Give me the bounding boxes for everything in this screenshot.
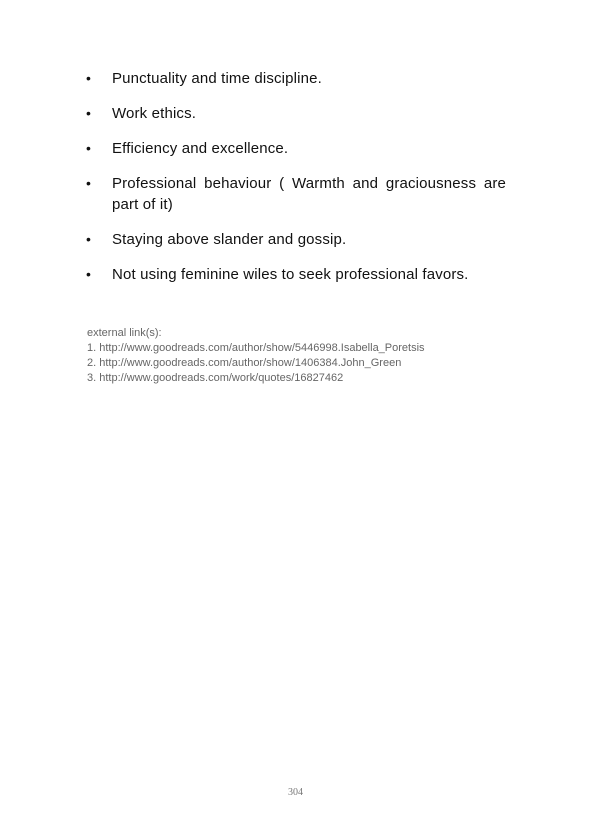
bullet-icon: • xyxy=(86,175,92,191)
bullet-item-feminine-wiles xyxy=(86,264,506,285)
external-link-2[interactable]: 2. http://www.goodreads.com/author/show/1406384.John_Green xyxy=(87,357,402,369)
bullet-list xyxy=(86,68,506,299)
bullet-icon: • xyxy=(86,105,92,121)
bullet-item-professional-behaviour xyxy=(86,173,506,215)
bullet-text: Not using feminine wiles to seek professional favors. xyxy=(112,266,469,283)
bullet-icon: • xyxy=(86,231,92,247)
bullet-text: Work ethics. xyxy=(112,105,197,122)
bullet-icon: • xyxy=(86,266,92,282)
external-link-1[interactable]: 1. http://www.goodreads.com/author/show/5446998.Isabella_Poretsis xyxy=(87,342,425,354)
bullet-item-slander-gossip xyxy=(86,229,506,250)
external-links-heading: external link(s): xyxy=(87,327,162,339)
bullet-text: Efficiency and excellence. xyxy=(112,140,289,157)
bullet-item-punctuality xyxy=(86,68,506,89)
bullet-item-work-ethics xyxy=(86,103,506,124)
bullet-icon: • xyxy=(86,70,92,86)
bullet-text: Staying above slander and gossip. xyxy=(112,231,347,248)
bullet-icon: • xyxy=(86,140,92,156)
bullet-text: Professional behaviour ( Warmth and graciousness are part of it) xyxy=(112,175,506,213)
external-links-section xyxy=(87,326,547,386)
external-link-3[interactable]: 3. http://www.goodreads.com/work/quotes/16827462 xyxy=(87,372,344,384)
bullet-item-efficiency xyxy=(86,138,506,159)
bullet-text: Punctuality and time discipline. xyxy=(112,70,322,87)
page-number: 304 xyxy=(288,787,303,798)
